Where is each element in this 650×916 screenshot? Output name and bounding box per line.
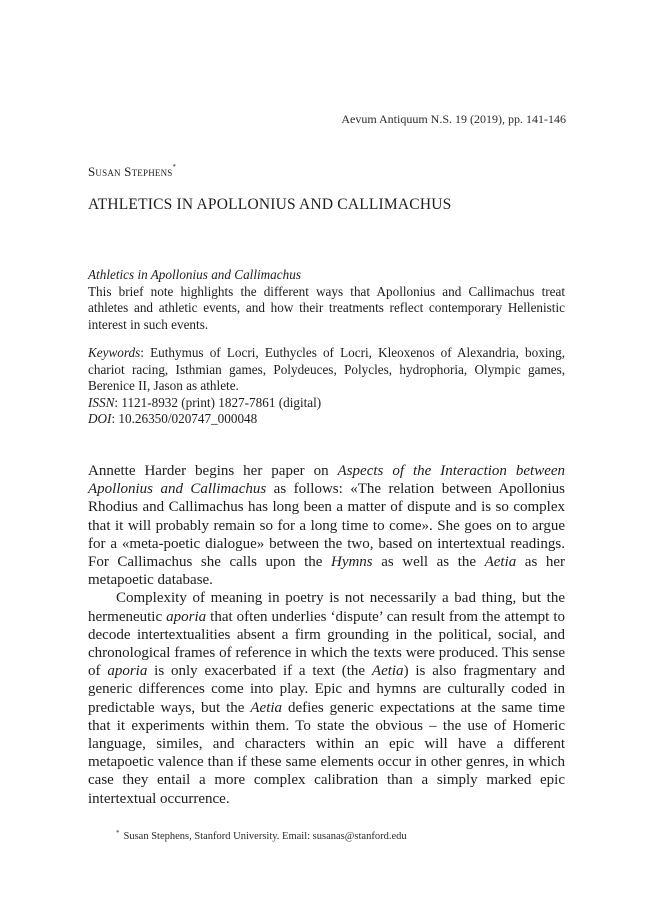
doi bbox=[88, 411, 565, 428]
author-name bbox=[88, 163, 176, 180]
body-paragraph-2 bbox=[88, 589, 565, 807]
article-body bbox=[88, 462, 565, 808]
keywords-list: : Euthymus of Locri, Euthycles of Locri, Kleoxenos of Alexandria, boxing, chariot racing, Isthmian games, Polydeuces, Polycles, hydrophoria, Olympic games, Berenice II, Jason as athlete. bbox=[88, 345, 565, 393]
p2-aporia-1: aporia bbox=[166, 608, 207, 625]
keywords-label: Keywords bbox=[88, 345, 141, 360]
keywords bbox=[88, 345, 565, 395]
p1-text-g: as her metapoetic database. bbox=[88, 554, 566, 589]
author-name-text: Susan Stephens bbox=[88, 164, 173, 179]
p1-cited-title: Aspects of the Interaction between Apollonius and Callimachus bbox=[88, 463, 566, 498]
footnote bbox=[116, 829, 407, 842]
issn-value: : 1121-8932 (print) 1827-7861 (digital) bbox=[114, 394, 322, 410]
p2-text-c: that often underlies ‘dispute’ can result from the attempt to decode intertextualities absent a firm grounding in the political, social, and chronological frames of reference in which the texts were produced. This sense of bbox=[88, 608, 565, 680]
issn-label: ISSN bbox=[88, 394, 115, 410]
abstract-title: Athletics in Apollonius and Callimachus bbox=[88, 267, 301, 282]
p2-aetia-1: Aetia bbox=[371, 663, 404, 680]
p2-aporia-2: aporia bbox=[107, 663, 148, 680]
article-metadata bbox=[88, 345, 565, 428]
footnote-mark: * bbox=[116, 829, 120, 837]
p2-text-g: ) is also fragmentary and generic differences come into play. Epic and hymns are culturally coded in predictable ways, but the bbox=[88, 663, 565, 716]
doi-label: DOI bbox=[88, 411, 112, 426]
p1-hymns: Hymns bbox=[330, 554, 373, 571]
doi-value: : 10.26350/020747_000048 bbox=[111, 411, 258, 426]
body-paragraph-1 bbox=[88, 462, 565, 589]
p2-text-e: is only exacerbated if a text (the bbox=[147, 663, 372, 680]
abstract bbox=[88, 267, 565, 333]
abstract-text: This brief note highlights the different ways that Apollonius and Callimachus treat athletes and athletic events, and how their treatments reflect contemporary Hellenistic interest in such events. bbox=[88, 283, 565, 332]
p1-text-c: as follows: «The relation between Apollonius Rhodius and Callimachus has long been a matter of dispute and is so complex that it will probably remain so for a long time to come». She goes on to argue for a «meta-poetic dialogue» between the two, based on intertextual readings. For Callimachus she calls upon the bbox=[88, 481, 565, 571]
p1-text-a: Annette Harder begins her paper on bbox=[88, 463, 338, 479]
journal-reference: Aevum Antiquum N.S. 19 (2019), pp. 141-146 bbox=[341, 112, 566, 126]
p1-text-e: as well as the bbox=[372, 554, 485, 571]
p1-aetia: Aetia bbox=[484, 554, 517, 571]
p2-text-i: defies generic expectations at the same time that it experiments within them. To state the obvious – the use of Homeric language, similes, and characters within an epic will have a different metapoetic valence than if these same elements occur in other genres, in which case they entail a more complex calibration than a simply marked epic intertextual occurrence. bbox=[88, 699, 565, 807]
footnote-text: Susan Stephens, Stanford University. Email: susanas@stanford.edu bbox=[123, 831, 407, 842]
article-title: ATHLETICS IN APOLLONIUS AND CALLIMACHUS bbox=[88, 196, 452, 213]
author-footnote-mark: * bbox=[172, 163, 177, 171]
issn bbox=[88, 395, 565, 412]
p2-aetia-2: Aetia bbox=[250, 699, 283, 716]
p2-text-a: Complexity of meaning in poetry is not necessarily a bad thing, but the hermeneutic bbox=[88, 590, 565, 625]
